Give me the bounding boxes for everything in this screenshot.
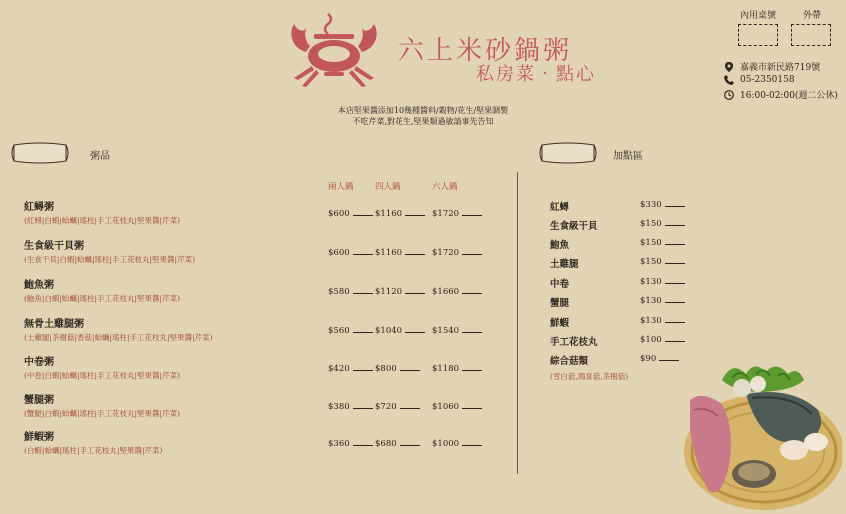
price-four: $1160 (375, 209, 425, 219)
addon-price: $150 (640, 257, 685, 267)
porridge-name: 生食級干貝粥 (24, 241, 84, 252)
contact-address (724, 60, 820, 73)
porridge-desc: (白蝦|蛤蠣|瑤柱|手工花枝丸|堅果醬|芹菜) (24, 446, 163, 455)
price-two: $380 (328, 402, 373, 412)
takeout-box[interactable] (791, 24, 831, 46)
hours-text: 16:00-02:00(週二公休) (740, 91, 838, 101)
price-six: $1060 (432, 402, 482, 412)
contact-hours (724, 88, 838, 101)
addon-name: 紅蟳 (550, 202, 570, 213)
porridge-desc: (中卷|白蝦|蛤蠣|瑤柱|手工花枝丸|堅果醬|芹菜) (24, 371, 181, 380)
porridge-banner (10, 141, 110, 167)
brand-name: 六上米砂鍋粥 (398, 36, 573, 66)
col-header-four: 四人鍋 (375, 182, 401, 192)
porridge-desc: (鮑魚|白蝦|蛤蠣|瑤柱|手工花枝丸|堅果醬|芹菜) (24, 294, 181, 303)
addon-name: 蟹腿 (550, 298, 570, 309)
col-header-six: 六人鍋 (432, 182, 458, 192)
note-line-1: 本店堅果醬添加10幾種醬料/穀物/花生/堅果調製 (337, 106, 509, 115)
addon-price: $150 (640, 219, 685, 229)
price-two: $600 (328, 209, 373, 219)
dine-in-label: 內用桌號 (740, 11, 777, 21)
col-header-two: 兩人鍋 (328, 182, 354, 192)
addon-price: $150 (640, 238, 685, 248)
porridge-name: 紅蟳粥 (24, 202, 54, 213)
addon-name: 鮮蝦 (550, 318, 570, 329)
porridge-banner-label: 粥品 (90, 151, 110, 162)
price-six: $1180 (432, 364, 482, 374)
dine-in-table-box[interactable] (738, 24, 778, 46)
price-four: $1040 (375, 326, 425, 336)
phone-icon (724, 75, 734, 85)
price-six: $1720 (432, 209, 482, 219)
price-four: $800 (375, 364, 420, 374)
price-two: $560 (328, 326, 373, 336)
price-four: $1120 (375, 287, 425, 297)
clock-icon (724, 90, 734, 100)
scroll-banner-icon (538, 141, 598, 167)
addon-price: $130 (640, 316, 685, 326)
price-four: $720 (375, 402, 420, 412)
price-four: $680 (375, 439, 420, 449)
price-six: $1540 (432, 326, 482, 336)
crab-logo-icon (284, 12, 384, 90)
addon-name: 中卷 (550, 279, 570, 290)
addon-price: $130 (640, 277, 685, 287)
porridge-name: 蟹腿粥 (24, 395, 54, 406)
takeout-label: 外帶 (803, 11, 822, 21)
addon-name: 鮑魚 (550, 240, 570, 251)
scroll-banner-icon (10, 141, 70, 167)
addon-banner (538, 141, 643, 167)
addon-price: $130 (640, 296, 685, 306)
addon-name: 手工花枝丸 (550, 337, 598, 348)
price-two: $580 (328, 287, 373, 297)
note-line-2: 不吃芹菜,對花生,堅果類過敏請事先告知 (352, 117, 494, 126)
location-pin-icon (724, 62, 734, 72)
addon-name: 綜合菇類 (550, 356, 589, 367)
phone-text: 05-2350158 (740, 75, 795, 85)
price-six: $1000 (432, 439, 482, 449)
porridge-desc: (土雞腿|茶樹菇|香菇|蛤蠣|瑤柱|手工花枝丸|堅果醬|芹菜) (24, 333, 213, 342)
price-two: $420 (328, 364, 373, 374)
addon-name: 土雞腿 (550, 259, 579, 270)
addon-price: $330 (640, 200, 685, 210)
address-text: 嘉義市新民路719號 (740, 63, 821, 73)
contact-phone (724, 75, 795, 85)
porridge-name: 中卷粥 (24, 357, 54, 368)
price-two: $360 (328, 439, 373, 449)
mushroom-note: (雪白菇,鴻喜菇,茶樹菇) (550, 372, 629, 381)
porridge-name: 鮑魚粥 (24, 280, 54, 291)
price-two: $600 (328, 248, 373, 258)
porridge-name: 鮮蝦粥 (24, 432, 54, 443)
addon-name: 生食級干貝 (550, 221, 598, 232)
brand-subtitle: 私房菜‧點心 (476, 64, 596, 85)
seafood-platter-image (682, 350, 842, 510)
porridge-desc: (生食干貝|白蝦|蛤蠣|瑤柱|手工花枝丸|堅果醬|芹菜) (24, 255, 196, 264)
addon-banner-label: 加點區 (613, 151, 643, 162)
price-six: $1660 (432, 287, 482, 297)
porridge-name: 無骨土雞腿粥 (24, 319, 84, 330)
addon-price: $100 (640, 335, 685, 345)
addon-price: $90 (640, 354, 679, 364)
porridge-desc: (蟹腿|白蝦|蛤蠣|瑤柱|手工花枝丸|堅果醬|芹菜) (24, 409, 181, 418)
price-four: $1160 (375, 248, 425, 258)
porridge-desc: (紅蟳|白蝦|蛤蠣|瑤柱|手工花枝丸|堅果醬|芹菜) (24, 216, 181, 225)
price-six: $1720 (432, 248, 482, 258)
column-divider (517, 172, 518, 474)
